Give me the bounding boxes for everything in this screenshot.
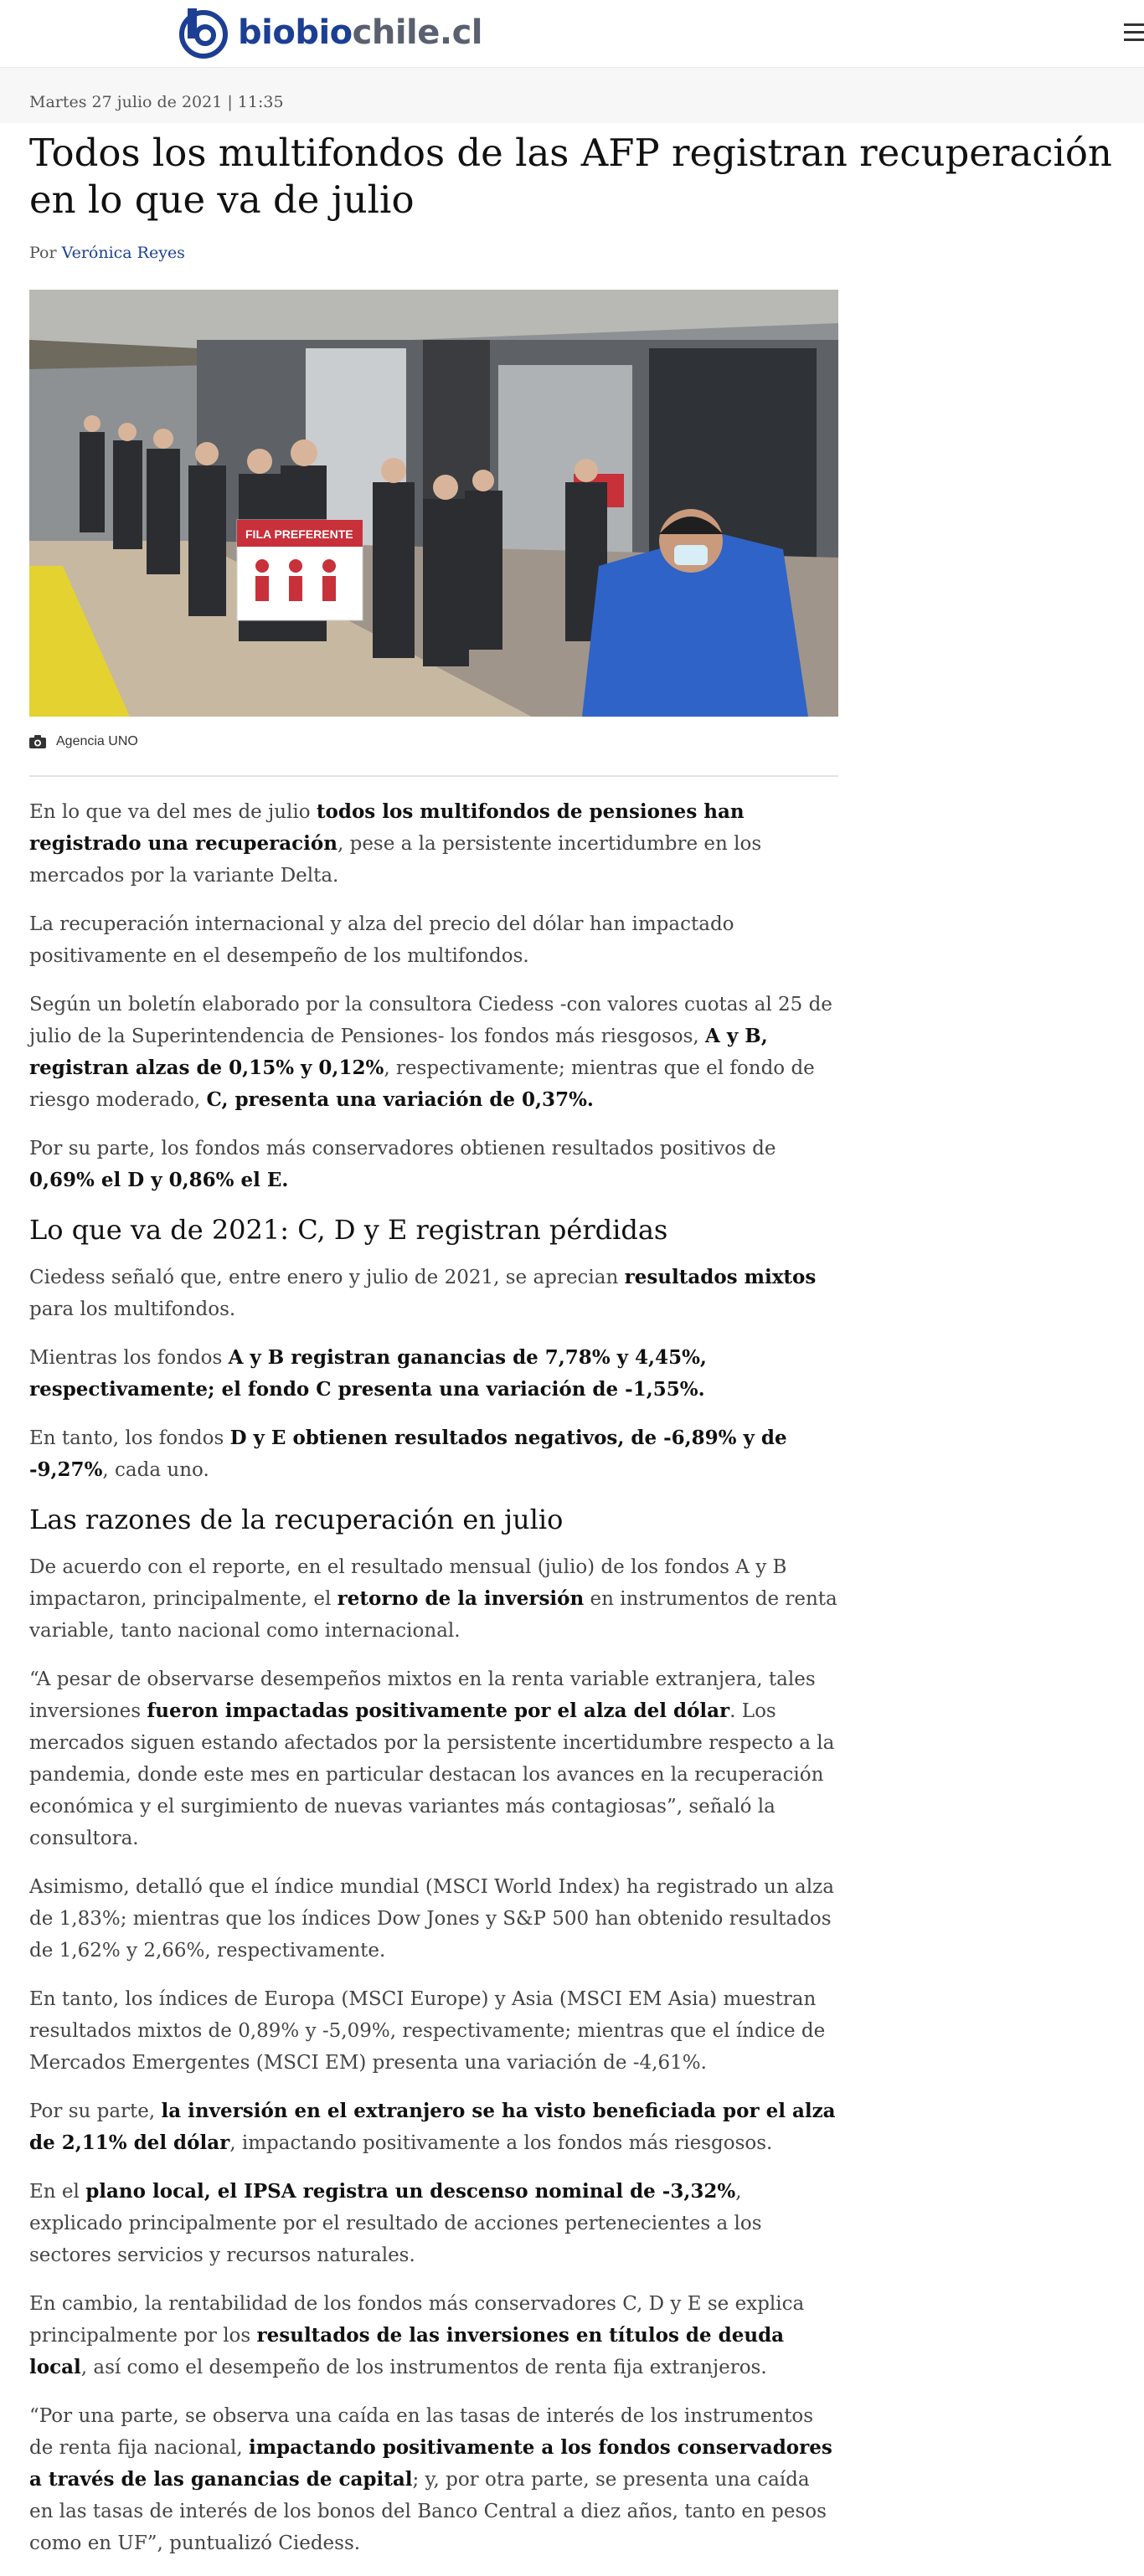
paragraph-10: Asimismo, detalló que el índice mundial (MSCI World Index) ha registrado un alza de 1,83%; mientras que los índices Dow Jones y S&P 500 han obtenido resultados de 1,62% y 2,66%, respectivamente. — [29, 1876, 834, 1962]
paragraph-8: De acuerdo con el reporte, en el resultado mensual (julio) de los fondos A y B impactaron, principalmente, el retorno de la inversión en instrumentos de renta variable, tanto nacional como internacional. — [29, 1556, 837, 1642]
caption-text: Agencia UNO — [56, 734, 138, 748]
paragraph-12: Por su parte, la inversión en el extranjero se ha visto beneficiada por el alza de 2,11% del dólar, impactando positivamente a los fondos más riesgosos. — [29, 2100, 836, 2154]
paragraph-11: En tanto, los índices de Europa (MSCI Europe) y Asia (MSCI EM Asia) muestran resultados mixtos de 0,89% y -5,09%, respectivamente; mientras que el índice de Mercados Emergentes (MSCI EM) presenta una variación de -4,61%. — [29, 1988, 826, 2074]
subheading-2021: Lo que va de 2021: C, D y E registran pérdidas — [29, 1214, 668, 1246]
photo-illustration — [29, 290, 838, 717]
article-photo — [29, 290, 838, 717]
paragraph-9: “A pesar de observarse desempeños mixtos en la renta variable extranjera, tales inversiones fueron impactadas positivamente por el alza del dólar. Los mercados siguen estando afectados por la persistente incertidumbre respecto a la pandemia, donde este mes en particular destacan los avances en la recuperación económica y el surgimiento de nuevas variantes más contagiosas”, señaló la consultora. — [29, 1668, 835, 1849]
site-header — [0, 0, 1144, 68]
photo-caption — [29, 734, 138, 749]
paragraph-2: La recuperación internacional y alza del precio del dólar han impactado positivamente en el desempeño de los multifondos. — [29, 913, 734, 967]
article — [0, 68, 1144, 2569]
brand-part-1: biobio — [238, 13, 353, 52]
article-date: Martes 27 julio de 2021 | 11:35 — [29, 93, 284, 111]
biobio-logo-icon — [178, 7, 229, 59]
brand-part-2: chile.cl — [352, 13, 483, 52]
photo-sign-text: FILA PREFERENTE — [245, 527, 353, 541]
paragraph-6: Mientras los fondos A y B registran ganancias de 7,78% y 4,45%, respectivamente; el fondo C presenta una variación de -1,55%. — [29, 1346, 707, 1401]
paragraph-4: Por su parte, los fondos más conservadores obtienen resultados positivos de 0,69% el D y 0,86% el E. — [29, 1138, 776, 1191]
author-link[interactable]: Verónica Reyes — [61, 244, 185, 262]
paragraph-15: “Por una parte, se observa una caída en las tasas de interés de los instrumentos de renta fija nacional, impactando positivamente a los fondos conservadores a través de las ganancias de capital; y, por otra parte, se presenta una caída en las tasas de interés de los bonos del Banco Central a diez años, tanto en pesos como en UF”, puntualizó Ciedess. — [29, 2405, 832, 2554]
camera-icon — [29, 735, 46, 748]
site-logo-link[interactable] — [178, 7, 482, 59]
site-brand-name — [238, 13, 482, 52]
paragraph-13: En el plano local, el IPSA registra un descenso nominal de -3,32%, explicado principalmente por el resultado de acciones pertenecientes a los sectores servicios y recursos naturales. — [29, 2180, 762, 2266]
article-body — [29, 796, 838, 2576]
byline-prefix: Por — [29, 244, 57, 262]
article-byline — [29, 244, 185, 262]
caption-divider — [29, 775, 838, 777]
subheading-razones: Las razones de la recuperación en julio — [29, 1504, 564, 1535]
article-title: Todos los multifondos de las AFP registran recuperación en lo que va de julio — [29, 131, 1112, 222]
paragraph-7: En tanto, los fondos D y E obtienen resultados negativos, de -6,89% y de -9,27%, cada uno. — [29, 1427, 787, 1481]
paragraph-5: Ciedess señaló que, entre enero y julio de 2021, se aprecian resultados mixtos para los multifondos. — [29, 1266, 817, 1320]
paragraph-14: En cambio, la rentabilidad de los fondos más conservadores C, D y E se explica principalmente por los resultados de las inversiones en títulos de deuda local, así como el desempeño de los instrumentos de renta fija extranjeros. — [29, 2293, 805, 2378]
paragraph-1: En lo que va del mes de julio todos los multifondos de pensiones han registrado una recuperación, pese a la persistente incertidumbre en los mercados por la variante Delta. — [29, 800, 762, 887]
paragraph-3: Según un boletín elaborado por la consultora Ciedess -con valores cuotas al 25 de julio de la Superintendencia de Pensiones- los fondos más riesgosos, A y B, registran alzas de 0,15% y 0,12%, respectivamente; mientras que el fondo de riesgo moderado, C, presenta una variación de 0,37%. — [29, 994, 832, 1111]
hamburger-menu-icon[interactable] — [1122, 22, 1144, 44]
